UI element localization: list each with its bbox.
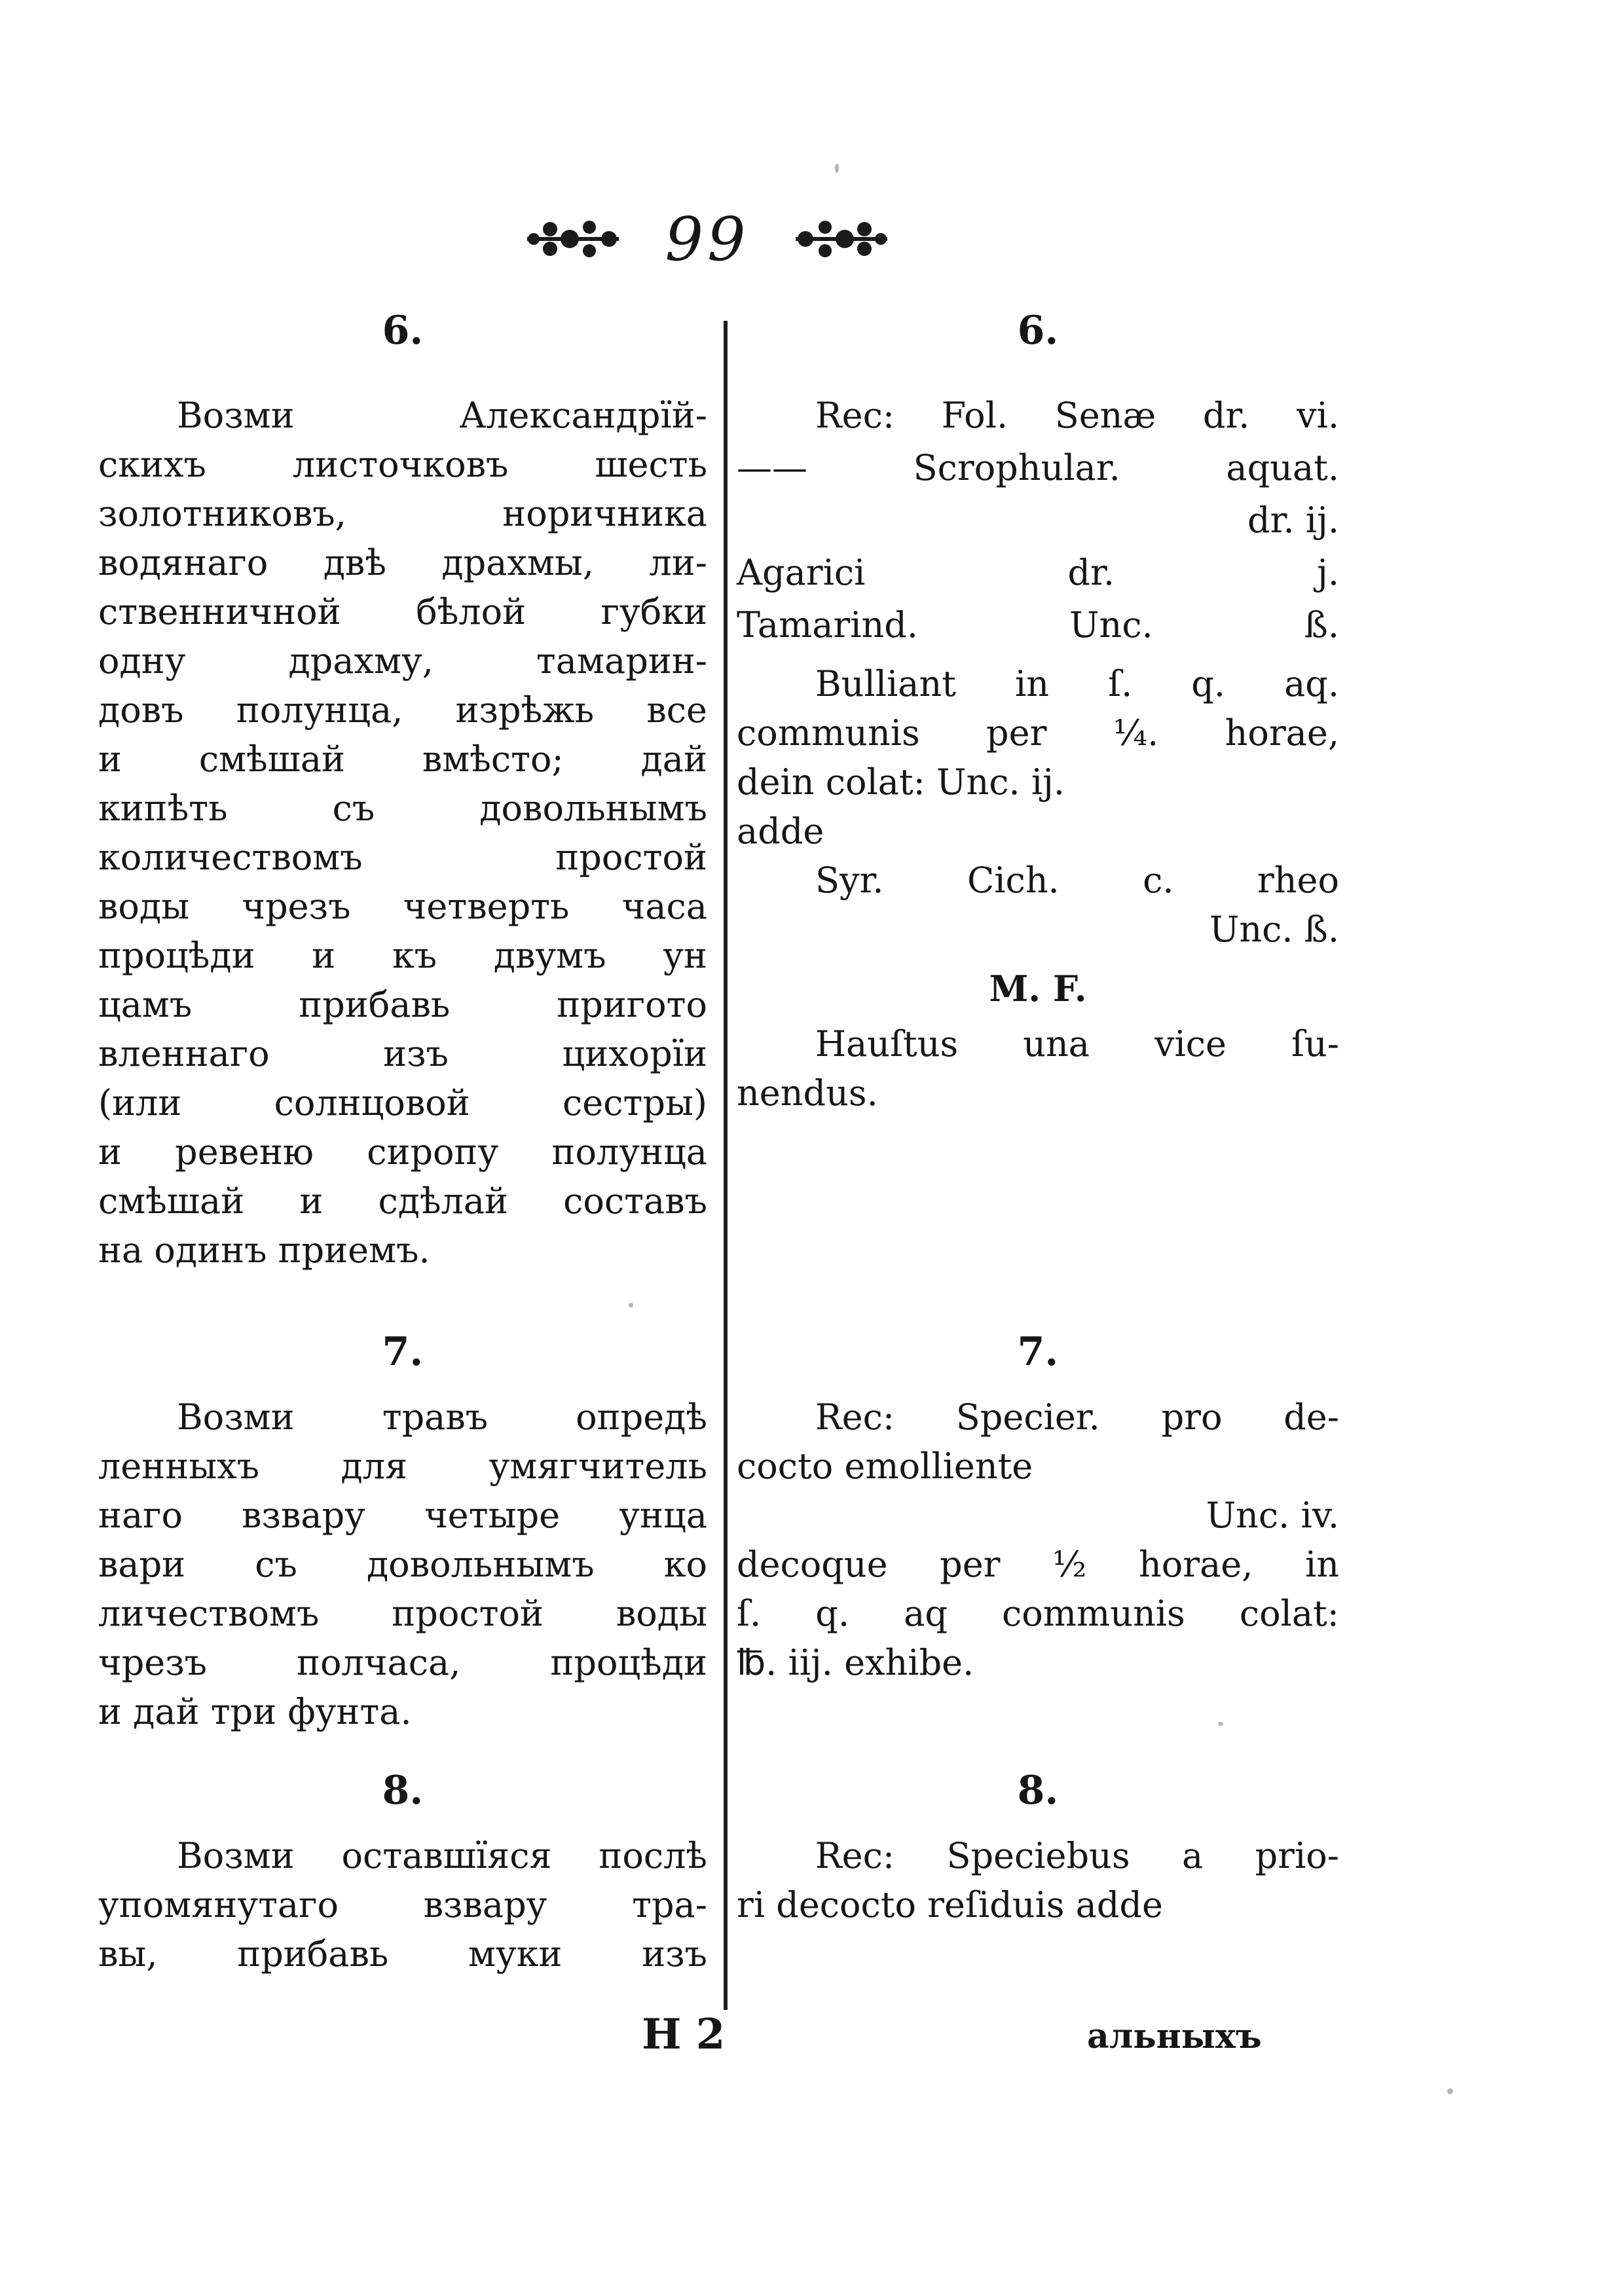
text-line: —— Scrophular. aquat. xyxy=(737,447,1339,488)
text-line: вленнаго изъ цихорїи xyxy=(98,1033,707,1074)
paper-speck xyxy=(1447,2088,1453,2094)
section-number: 8. xyxy=(382,1768,424,1813)
text-line: смѣшай и сдѣлай составъ xyxy=(98,1180,707,1222)
section-number: 6. xyxy=(382,308,424,354)
text-line: ri decocto reſiduis adde xyxy=(737,1884,1163,1925)
text-line: личествомъ простой воды xyxy=(98,1593,707,1634)
text-line: Agarici dr. j. xyxy=(737,552,1339,593)
text-line: ſ. q. aq communis colat: xyxy=(737,1593,1339,1634)
text-line: одну драхму, тамарин- xyxy=(98,640,707,682)
text-line: Rec: Speciebus a prio- xyxy=(815,1835,1339,1876)
section-number: 7. xyxy=(1017,1329,1059,1375)
text-line: количествомъ простой xyxy=(98,837,707,878)
text-line: adde xyxy=(737,811,824,852)
column-divider xyxy=(724,321,728,2010)
section-number: 6. xyxy=(1017,308,1059,354)
text-line: Возми травъ опредѣ xyxy=(177,1396,707,1438)
text-line: M. F. xyxy=(989,968,1087,1010)
text-line: чрезъ полчаса, процѣди xyxy=(98,1642,707,1683)
text-line: ℔. iij. exhibe. xyxy=(737,1642,974,1683)
catchword: альныхъ xyxy=(1087,2016,1262,2056)
text-line: cocto emolliente xyxy=(737,1446,1033,1487)
text-line: communis per ¼. horae, xyxy=(737,712,1339,754)
text-line: Rec: Fol. Senæ dr. vi. xyxy=(815,395,1339,436)
text-line: скихъ листочковъ шесть xyxy=(98,444,707,485)
text-line: водянаго двѣ драхмы, ли- xyxy=(98,542,707,583)
text-line: и дай три фунта. xyxy=(98,1691,412,1732)
text-line: Unc. iv. xyxy=(1206,1495,1339,1536)
text-line: на одинъ приемъ. xyxy=(98,1230,430,1271)
paper-speck xyxy=(1218,1722,1223,1726)
text-line: цамъ прибавь пригото xyxy=(98,984,707,1025)
text-line: Возми оставшїяся послѣ xyxy=(177,1835,707,1876)
text-line: процѣди и къ двумъ ун xyxy=(98,935,707,976)
text-line: наго взвару четыре унца xyxy=(98,1495,707,1536)
section-number: 8. xyxy=(1017,1768,1059,1813)
text-line: довъ полунца, изрѣжь все xyxy=(98,689,707,731)
text-line: Rec: Specier. pro de- xyxy=(815,1396,1339,1438)
signature-mark: Н 2 xyxy=(642,2010,726,2059)
text-line: вы, прибавь муки изъ xyxy=(98,1933,707,1975)
page-number: 99 xyxy=(665,204,750,274)
text-line: золотниковъ, норичника xyxy=(98,493,707,534)
paper-speck xyxy=(835,164,839,173)
text-line: Возми Александрїй- xyxy=(177,395,707,436)
text-line: упомянутаго взвару тра- xyxy=(98,1884,707,1925)
text-line: dein colat: Unc. ij. xyxy=(737,761,1065,803)
right-ornament-icon xyxy=(789,206,894,272)
page-header xyxy=(498,190,917,288)
text-line: (или солнцовой сестры) xyxy=(98,1082,707,1123)
text-line: Hauſtus una vice ſu- xyxy=(815,1023,1339,1065)
text-line: decoque per ½ horae, in xyxy=(737,1544,1339,1585)
text-line: ленныхъ для умягчитель xyxy=(98,1446,707,1487)
text-line: и ревеню сиропу полунца xyxy=(98,1131,707,1173)
text-line: dr. ij. xyxy=(1247,500,1339,541)
text-line: Unc. ß. xyxy=(1209,909,1339,950)
text-line: кипѣть съ довольнымъ xyxy=(98,788,707,829)
text-line: воды чрезъ четверть часа xyxy=(98,886,707,927)
text-line: Tamarind. Unc. ß. xyxy=(737,604,1339,646)
text-line: ственничной бѣлой губки xyxy=(98,591,707,632)
section-number: 7. xyxy=(382,1329,424,1375)
paper-speck xyxy=(629,1303,633,1307)
text-line: Bulliant in ſ. q. aq. xyxy=(815,663,1339,704)
text-line: Syr. Cich. c. rheo xyxy=(815,860,1339,901)
text-line: nendus. xyxy=(737,1072,878,1114)
left-ornament-icon xyxy=(521,206,625,272)
text-line: вари съ довольнымъ ко xyxy=(98,1544,707,1585)
text-line: и смѣшай вмѣсто; дай xyxy=(98,738,707,780)
